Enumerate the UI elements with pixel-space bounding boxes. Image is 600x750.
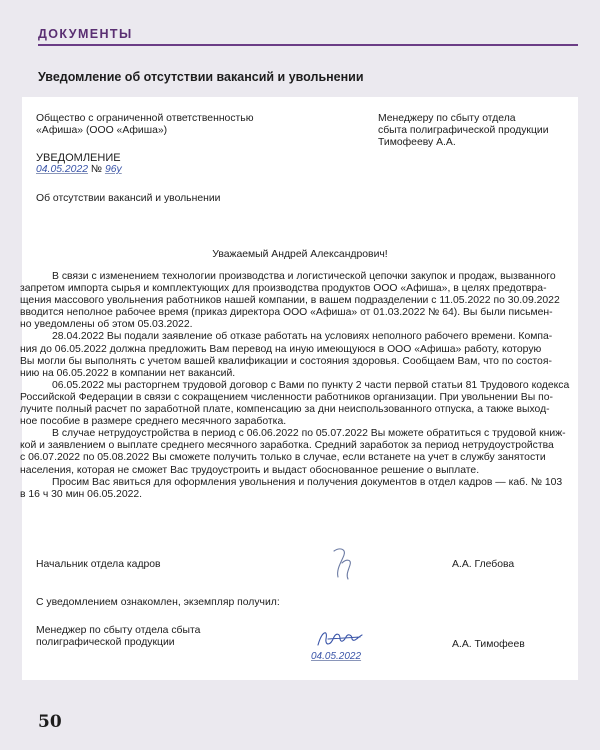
section-divider: [38, 44, 578, 46]
employee-title: Менеджер по сбыту отдела сбыта полиграфической продукции: [36, 625, 201, 648]
paragraph: 06.05.2022 мы расторгнем трудовой договор с Вами по пункту 2 части первой статьи 81 Трудового кодекса Российской Федерации в связи с сокращением численности работников организации. При увольнении Вы по- лучите полный расчет по заработной плате, компенсацию за дни неиспользованного отпуска, а также выход- ное пособие в размере среднего месячного заработка.: [20, 379, 570, 428]
paragraph: В случае нетрудоустройства в период с 06.06.2022 по 05.07.2022 Вы можете обратиться с трудовой книж- кой и заявлением о выплате среднего месячного заработка. Средний заработок за период нетрудоустройства с 06.07.2022 по 05.08.2022 Вы сможете получить только в случае, если встанете на учет в службу занятости населения, которая не сможет Вас трудоустроить и выдаст обоснованное решение о выплате.: [20, 428, 566, 476]
notice-number: 96у: [104, 164, 122, 175]
employee-signature: [314, 625, 370, 653]
notice-subject: Об отсутствии вакансий и увольнении: [36, 193, 221, 204]
hr-name: А.А. Глебова: [452, 559, 515, 570]
organization-name: Общество с ограниченной ответственностью «Афиша» (ООО «Афиша»): [36, 113, 254, 136]
hr-title: Начальник отдела кадров: [36, 559, 161, 570]
notice-date: 04.05.2022: [36, 164, 89, 175]
number-sign: №: [90, 164, 103, 175]
addressee-block: Менеджеру по сбыту отдела сбыта полиграфической продукции Тимофееву А.А.: [378, 113, 549, 148]
hr-signature: [326, 545, 362, 585]
paragraph: В связи с изменением технологии производства и логистической цепочки закупок и продаж, вызванного запретом импорта сырья и комплектующих для производства продуктов ООО «Афиша», в целях предотвра- щения массового увольнения работников нашей компании, в вашем подразделении с 11.05.2022 по 30.09.2022 вводится неполное рабочее время (приказ директора ООО «Афиша» от 01.03.2022 № 64). Вы были письмен- но уведомлены об этом 05.03.2022.: [20, 271, 560, 331]
employee-sign-date: 04.05.2022: [311, 651, 362, 662]
employee-name: А.А. Тимофеев: [452, 639, 525, 650]
notice-body: [20, 271, 570, 501]
paragraph: 28.04.2022 Вы подали заявление об отказе работать на условиях неполного рабочего времени. Компа- ния до 06.05.2022 должна предложить Вам перевод на иную имеющуюся в ООО «Афиша» работу, которую Вы могли бы выполнять с учетом вашей квалификации и состояния здоровья. Сообщаем Вам, что по состоя- нию на 06.05.2022 в компании нет вакансий.: [20, 331, 553, 379]
page-title: Уведомление об отсутствии вакансий и увольнении: [38, 70, 364, 84]
notice-date-number: [36, 164, 122, 176]
document-sheet: [22, 97, 578, 680]
acknowledgement-line: С уведомлением ознакомлен, экземпляр получил:: [36, 597, 280, 608]
paragraph: Просим Вас явиться для оформления увольнения и получения документов в отдел кадров — каб. № 103 в 16 ч 30 мин 06.05.2022.: [20, 476, 563, 500]
salutation: Уважаемый Андрей Александрович!: [212, 249, 388, 260]
page-number: 50: [38, 712, 62, 732]
section-label: ДОКУМЕНТЫ: [38, 27, 133, 41]
notice-heading: УВЕДОМЛЕНИЕ: [36, 152, 121, 164]
